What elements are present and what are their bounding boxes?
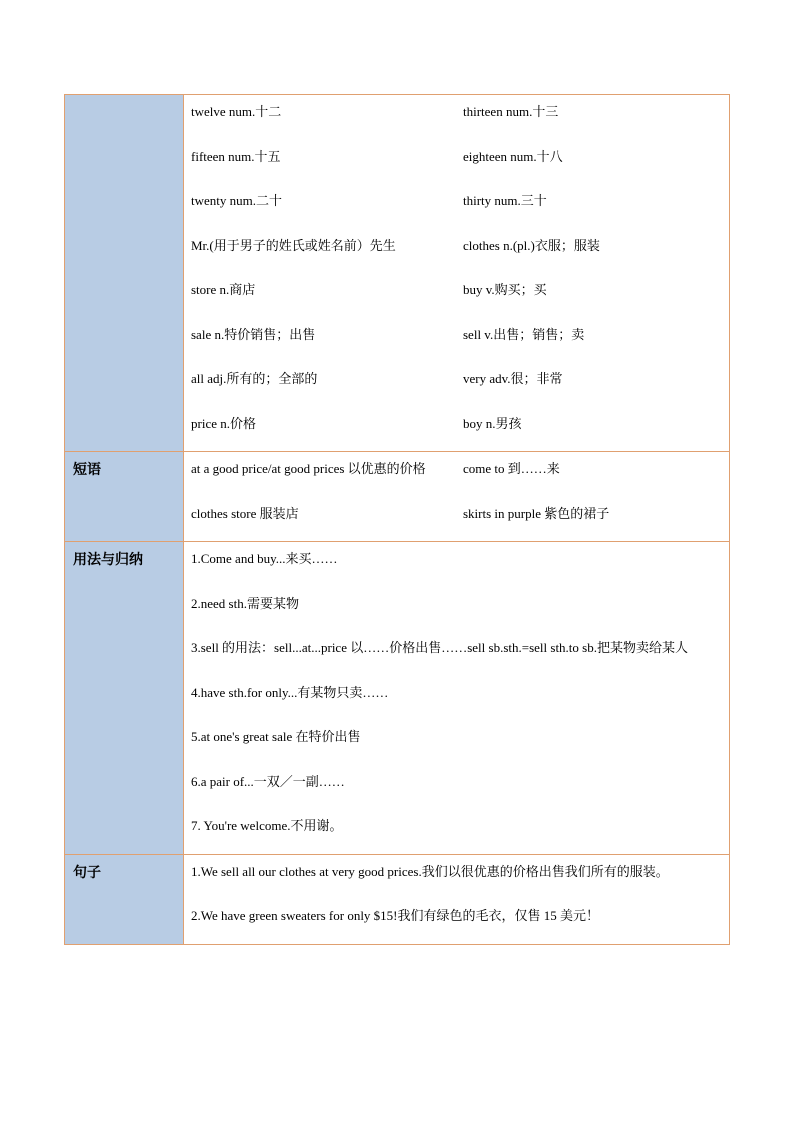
vocab-right-term: very adv.很；非常 — [463, 371, 563, 386]
sentences-list — [184, 855, 729, 944]
sentences-row — [65, 854, 730, 944]
usage-content — [184, 542, 730, 855]
phrase-left-term: at a good price/at good prices 以优惠的价格 — [191, 461, 426, 476]
vocab-left-term: twelve num.十二 — [191, 104, 282, 119]
usage-line: 2.need sth.需要某物 — [191, 595, 299, 611]
vocab-left-term: Mr.(用于男子的姓氏或姓名前）先生 — [191, 237, 396, 253]
vocab-right-term: eighteen num.十八 — [463, 148, 563, 164]
vocab-left-term: store n.商店 — [191, 282, 256, 297]
vocab-right-term: boy n.男孩 — [463, 415, 522, 431]
phrases-row — [65, 452, 730, 542]
vocab-content — [184, 95, 730, 452]
notes-table — [64, 94, 730, 945]
vocab-left-term: sale n.特价销售；出售 — [191, 326, 316, 342]
vocab-label — [65, 95, 184, 452]
vocab-left-term: price n.价格 — [191, 415, 256, 431]
notes-sheet — [64, 94, 730, 945]
phrase-right-term: come to 到……来 — [463, 461, 560, 476]
usage-line: 4.have sth.for only...有某物只卖…… — [191, 684, 389, 700]
phrases-grid — [184, 452, 729, 541]
phrases-label: 短语 — [65, 452, 184, 542]
vocab-right-term: sell v.出售；销售；卖 — [463, 326, 585, 342]
usage-label: 用法与归纳 — [65, 542, 184, 855]
sentences-label: 句子 — [65, 854, 184, 944]
phrase-left-term: clothes store 服装店 — [191, 505, 299, 521]
vocab-row — [65, 95, 730, 452]
sentence-line: 2.We have green sweaters for only $15!我们有绿色的毛衣，仅售 15 美元！ — [191, 908, 600, 923]
vocab-left-term: fifteen num.十五 — [191, 148, 281, 164]
usage-row — [65, 542, 730, 855]
vocab-right-term: clothes n.(pl.)衣服；服装 — [463, 237, 600, 253]
vocab-right-term: thirteen num.十三 — [463, 104, 559, 119]
vocab-left-term: all adj.所有的；全部的 — [191, 371, 318, 386]
usage-line: 5.at one's great sale 在特价出售 — [191, 729, 361, 744]
vocab-left-term: twenty num.二十 — [191, 193, 282, 208]
phrases-content — [184, 452, 730, 542]
usage-line: 7. You're welcome.不用谢。 — [191, 818, 343, 833]
vocab-right-term: thirty num.三十 — [463, 193, 547, 208]
sentences-content — [184, 854, 730, 944]
sentence-line: 1.We sell all our clothes at very good prices.我们以很优惠的价格出售我们所有的服装。 — [191, 863, 669, 879]
usage-line: 3.sell 的用法：sell...at...price 以……价格出售……sell sb.sth.=sell sth.to sb.把某物卖给某人 — [191, 640, 688, 655]
vocab-right-term: buy v.购买；买 — [463, 282, 547, 297]
usage-line: 6.a pair of...一双／一副…… — [191, 773, 345, 789]
usage-line: 1.Come and buy...来买…… — [191, 551, 338, 566]
vocab-grid — [184, 95, 729, 451]
usage-list — [184, 542, 729, 854]
phrase-right-term: skirts in purple 紫色的裙子 — [463, 505, 610, 521]
